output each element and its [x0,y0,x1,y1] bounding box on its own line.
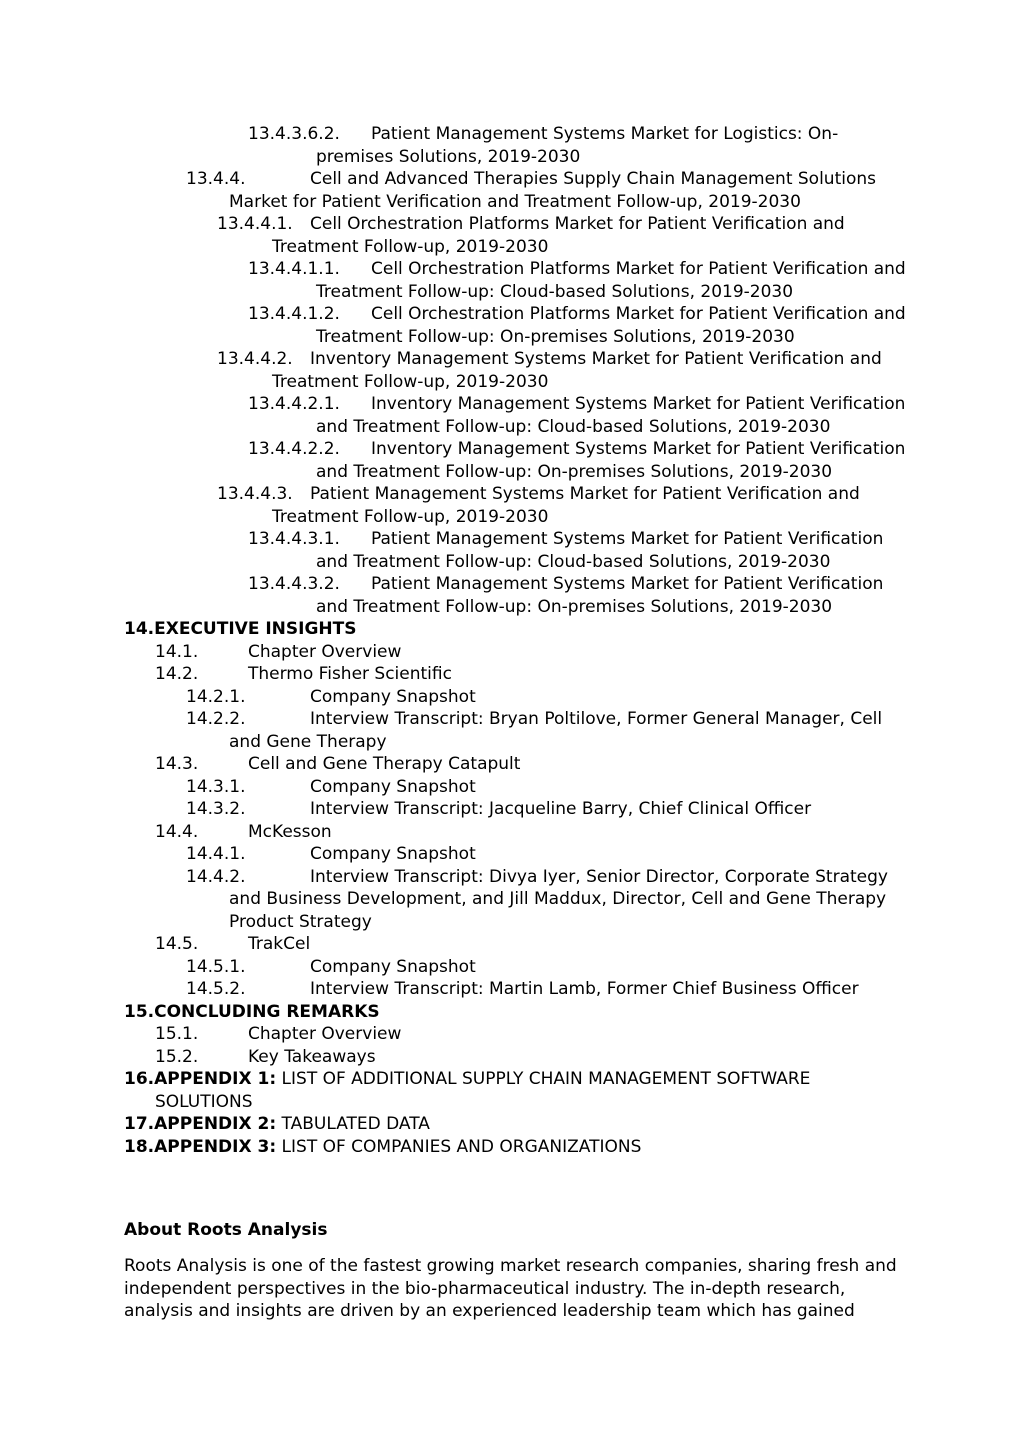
toc-entry-number: 17. [124,1114,155,1134]
toc-entry-title: Cell Orchestration Platforms Market for Patient Verification and Treatment Follow-up, 2019-2030 [272,214,845,257]
toc-entry-title: Key Takeaways [248,1046,376,1067]
toc-entry-number: 13.4.4.2.1. [248,394,340,414]
table-of-contents [0,123,1023,1158]
toc-entry-number: 14.5.1. [186,956,246,977]
toc-entry-title-rest: TABULATED DATA [276,1114,430,1134]
toc-entry-level-5 [0,573,906,618]
toc-entry-title: Company Snapshot [310,956,476,977]
toc-entry-level-3 [0,956,899,979]
toc-entry-title: Interview Transcript: Jacqueline Barry, Chief Clinical Officer [310,799,812,819]
toc-entry-number: 13.4.4.1.1. [248,259,340,279]
toc-entry-number: 14. [124,619,155,639]
toc-entry-title: Cell Orchestration Platforms Market for Patient Verification and Treatment Follow-up: On-premises Solutions, 2019-2030 [316,304,906,347]
toc-entry-level-3 [0,798,899,821]
toc-entry-title: Inventory Management Systems Market for Patient Verification and Treatment Follow-up, 2019-2030 [272,349,882,392]
toc-entry-number: 14.3.2. [186,799,246,819]
toc-entry-number: 13.4.4.1.2. [248,304,340,324]
toc-entry-level-3 [0,978,899,1001]
about-heading: About Roots Analysis [124,1220,328,1240]
toc-entry-level-3 [0,843,899,866]
toc-entry-number: 14.1. [155,641,199,662]
toc-entry-title: Interview Transcript: Martin Lamb, Former Chief Business Officer [310,979,859,999]
toc-entry-number: 14.2.2. [186,709,246,729]
toc-entry-level-1 [0,1113,896,1136]
toc-entry-number: 15.1. [155,1024,199,1044]
toc-entry-title: Cell and Gene Therapy Catapult [248,754,521,774]
toc-entry-title: Cell and Advanced Therapies Supply Chain Management Solutions Market for Patient Verification and Treatment Follow-up, 2019-2030 [229,169,876,212]
toc-entry-level-3 [0,776,899,799]
toc-entry-title: Patient Management Systems Market for Patient Verification and Treatment Follow-up: Cloud-based Solutions, 2019-2030 [316,529,884,572]
toc-entry-title: Cell Orchestration Platforms Market for Patient Verification and Treatment Follow-up: Cloud-based Solutions, 2019-2030 [316,259,906,302]
about-paragraph: Roots Analysis is one of the fastest growing market research companies, sharing fresh and independent perspectives in the bio-pharmaceutical industry. The in-depth research, analysis and insights are driven by an experienced leadership team which has gained [124,1256,897,1321]
toc-entry-title-rest: LIST OF ADDITIONAL SUPPLY CHAIN MANAGEMENT SOFTWARE SOLUTIONS [155,1069,811,1112]
toc-entry-level-4 [0,213,902,258]
toc-entry-level-2 [0,933,915,956]
toc-entry-number: 14.4. [155,821,199,842]
toc-entry-bold-prefix: APPENDIX 1: [154,1069,277,1089]
toc-entry-number: 16. [124,1069,155,1089]
toc-entry-number: 18. [124,1136,155,1157]
toc-entry-title: TrakCel [248,934,311,954]
toc-entry-number: 14.3. [155,754,199,774]
toc-entry-title [154,1137,641,1157]
toc-entry-level-1 [0,1136,896,1159]
toc-entry-title: Company Snapshot [310,776,476,797]
toc-entry-number: 14.2. [155,664,199,684]
toc-entry-bold-prefix: APPENDIX 3: [154,1136,277,1157]
toc-entry-title: Patient Management Systems Market for Logistics: On-premises Solutions, 2019-2030 [316,124,839,167]
toc-entry-title: Patient Management Systems Market for Patient Verification and Treatment Follow-up: On-premises Solutions, 2019-2030 [316,574,884,617]
toc-entry-title: Chapter Overview [248,1024,402,1044]
toc-entry-title: Interview Transcript: Divya Iyer, Senior Director, Corporate Strategy and Business Development, and Jill Maddux, Director, Cell and Gene Therapy Product Strategy [229,866,888,932]
toc-entry-number: 13.4.4.3.2. [248,574,340,594]
toc-entry-number: 13.4.4.3. [217,484,293,504]
toc-entry-number: 14.2.1. [186,686,246,707]
toc-entry-number: 13.4.4.2. [217,349,293,369]
toc-entry-level-1 [0,1068,896,1113]
toc-entry-title: Inventory Management Systems Market for Patient Verification and Treatment Follow-up: Cloud-based Solutions, 2019-2030 [316,394,906,437]
toc-entry-number: 13.4.4.2.2. [248,439,340,459]
toc-entry-title: Inventory Management Systems Market for Patient Verification and Treatment Follow-up: On-premises Solutions, 2019-2030 [316,439,906,482]
toc-entry-level-1 [0,618,896,641]
toc-entry-title: CONCLUDING REMARKS [154,1001,380,1022]
toc-entry-bold-prefix: APPENDIX 2: [154,1114,277,1134]
toc-entry-level-4 [0,483,902,528]
toc-entry-level-2 [0,753,915,776]
toc-entry-title [154,1069,810,1112]
toc-entry-level-5 [0,303,906,348]
toc-entry-level-5 [0,438,906,483]
toc-entry-level-2 [0,641,915,664]
toc-entry-title: McKesson [248,821,332,842]
toc-entry-title: Company Snapshot [310,686,476,707]
toc-entry-level-2 [0,1046,915,1069]
toc-entry-title: Chapter Overview [248,641,402,662]
toc-entry-number: 15. [124,1001,155,1022]
toc-entry-level-5 [0,528,906,573]
toc-entry-number: 13.4.3.6.2. [248,124,340,144]
toc-entry-level-5 [0,258,906,303]
toc-entry-level-3 [0,708,899,753]
toc-entry-number: 14.4.1. [186,844,246,864]
toc-entry-number: 14.5. [155,934,199,954]
toc-entry-number: 13.4.4.1. [217,214,293,234]
toc-entry-level-2 [0,821,915,844]
toc-entry-level-1 [0,1001,896,1024]
toc-entry-title: Thermo Fisher Scientific [248,664,452,684]
toc-entry-level-2 [0,1023,915,1046]
toc-entry-number: 14.3.1. [186,776,246,797]
toc-entry-title: EXECUTIVE INSIGHTS [154,619,357,639]
toc-entry-level-2 [0,663,915,686]
toc-entry-title-rest: LIST OF COMPANIES AND ORGANIZATIONS [276,1136,642,1157]
toc-entry-title [154,1114,430,1134]
toc-entry-level-3 [0,168,899,213]
toc-entry-number: 13.4.4.3.1. [248,529,340,549]
toc-entry-level-5 [0,393,906,438]
toc-entry-title: Company Snapshot [310,844,476,864]
toc-entry-number: 14.5.2. [186,979,246,999]
toc-entry-level-3 [0,686,899,709]
toc-entry-level-3 [0,866,899,934]
toc-entry-number: 13.4.4. [186,169,246,189]
toc-entry-level-5 [0,123,906,168]
toc-entry-number: 14.4.2. [186,866,246,887]
toc-entry-level-4 [0,348,902,393]
toc-entry-title: Patient Management Systems Market for Patient Verification and Treatment Follow-up, 2019-2030 [272,484,860,527]
toc-entry-title: Interview Transcript: Bryan Poltilove, Former General Manager, Cell and Gene Therapy [229,709,883,752]
toc-entry-number: 15.2. [155,1046,199,1067]
